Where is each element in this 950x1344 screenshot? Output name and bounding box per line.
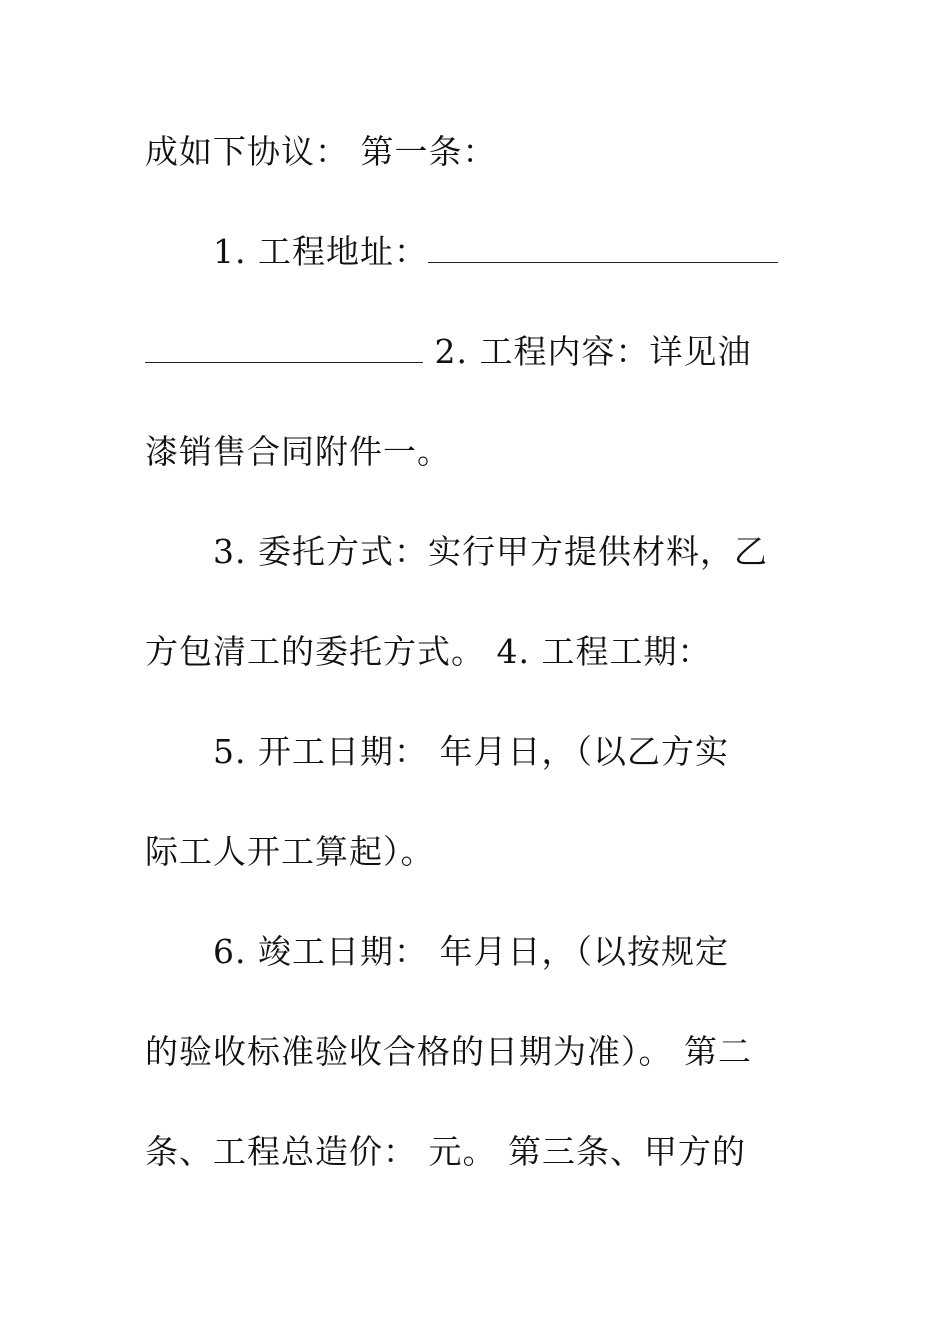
text-line-2 — [213, 227, 873, 277]
text-line-7: 5. 开工日期： 年月日，（以乙方实 — [213, 732, 729, 771]
address-blank-line — [428, 228, 778, 263]
address-label: 1. 工程地址： — [213, 232, 428, 271]
text-line-5: 3. 委托方式：实行甲方提供材料，乙 — [213, 532, 768, 571]
text-line-6: 方包清工的委托方式。 4. 工程工期： — [145, 632, 712, 671]
text-line-8: 际工人开工算起）。 — [145, 832, 435, 871]
text-line-3 — [145, 327, 805, 377]
text-line-10: 的验收标准验收合格的日期为准）。 第二 — [145, 1032, 752, 1071]
address-blank-line-continued — [145, 328, 423, 363]
text-line-1: 成如下协议： 第一条： — [145, 132, 497, 171]
text-line-4: 漆销售合同附件一。 — [145, 432, 451, 471]
content-label: 2. 工程内容：详见油 — [434, 332, 752, 371]
text-line-11: 条、工程总造价： 元。 第三条、甲方的 — [145, 1132, 746, 1171]
text-line-9: 6. 竣工日期： 年月日，（以按规定 — [213, 932, 729, 971]
